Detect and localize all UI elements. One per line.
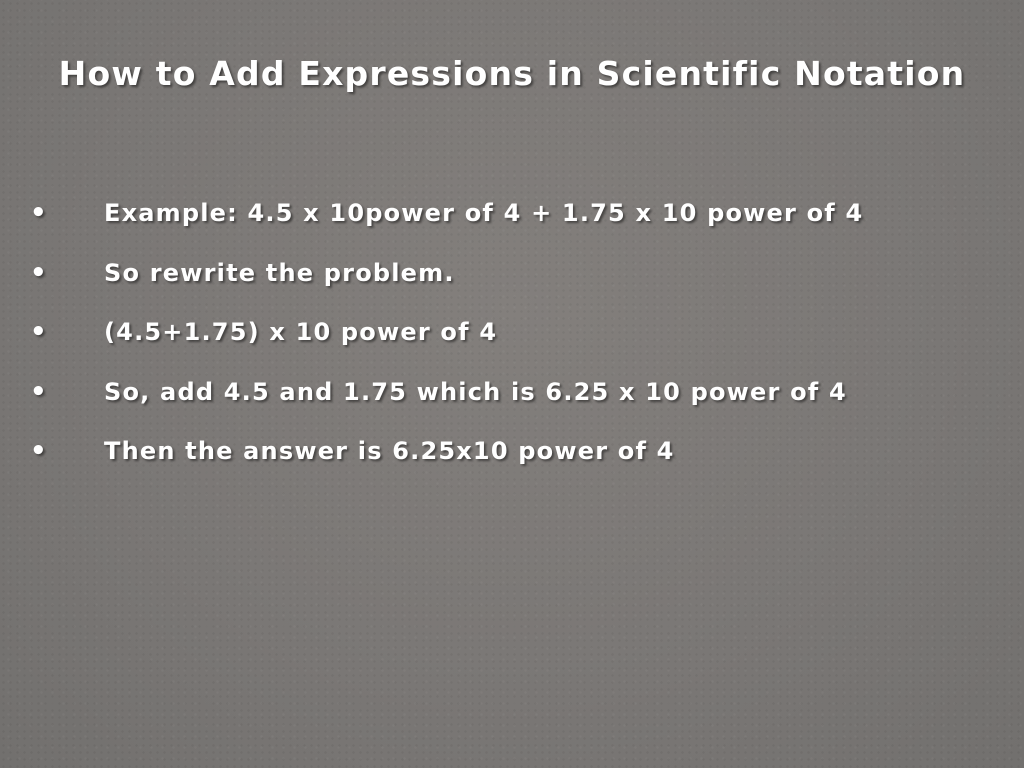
bullet-icon: • (30, 317, 47, 347)
bullet-icon: • (30, 436, 47, 466)
slide-title: How to Add Expressions in Scientific Notation (58, 54, 966, 93)
bullet-icon: • (30, 376, 47, 407)
list-item (0, 375, 1024, 435)
bullet-list (0, 196, 1024, 494)
list-item (0, 434, 1024, 494)
bullet-text: So, add 4.5 and 1.75 which is 6.25 x 10 power of 4 (104, 377, 847, 406)
bullet-icon: • (30, 257, 47, 288)
bullet-text: So rewrite the problem. (104, 258, 455, 287)
bullet-icon: • (30, 198, 47, 228)
bullet-text: Then the answer is 6.25x10 power of 4 (104, 437, 675, 465)
bullet-text: (4.5+1.75) x 10 power of 4 (104, 318, 498, 346)
list-item (0, 196, 1024, 256)
list-item (0, 256, 1024, 316)
list-item (0, 315, 1024, 375)
bullet-text: Example: 4.5 x 10power of 4 + 1.75 x 10 power of 4 (104, 199, 864, 227)
